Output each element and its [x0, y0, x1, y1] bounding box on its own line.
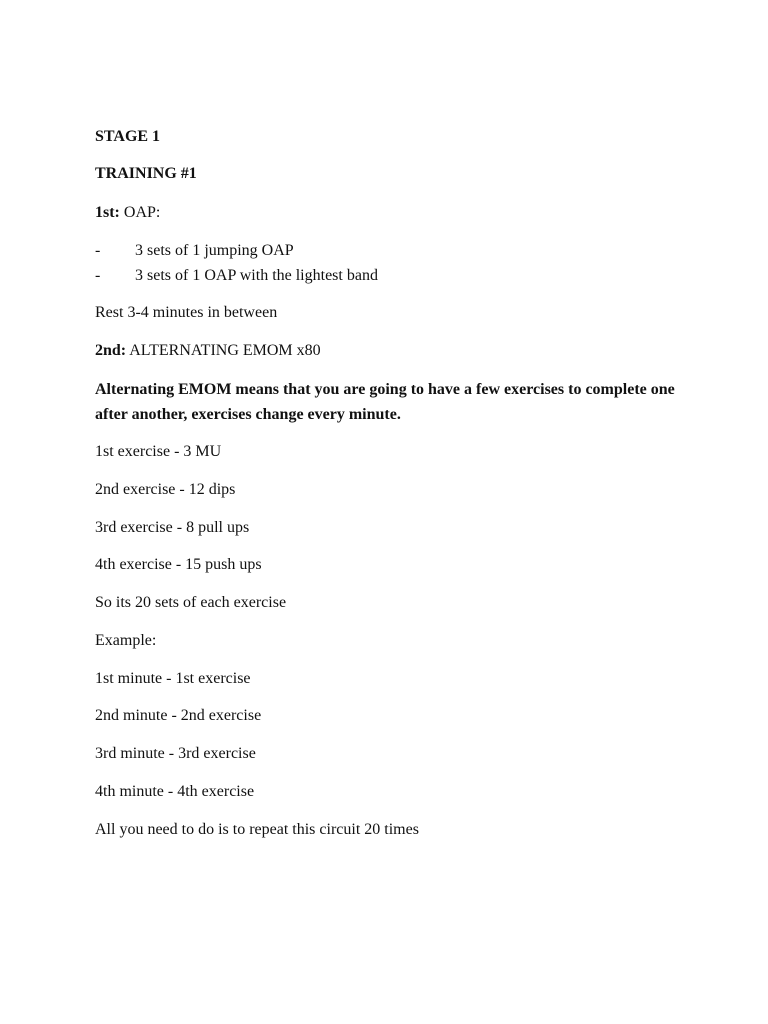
- emom-explanation: Alternating EMOM means that you are going to have a few exercises to complete one after another, exercises change every minute.: [95, 381, 675, 423]
- exercise-item: 2nd exercise - 12 dips: [95, 481, 236, 498]
- minute-item: 2nd minute - 2nd exercise: [95, 707, 262, 724]
- closing-note: All you need to do is to repeat this circuit 20 times: [95, 821, 419, 838]
- exercise-item: 1st exercise - 3 MU: [95, 443, 222, 460]
- first-item: [95, 201, 160, 225]
- second-text: ALTERNATING EMOM x80: [129, 342, 321, 359]
- first-text: OAP:: [123, 204, 161, 221]
- exercise-item: 4th exercise - 15 push ups: [95, 556, 262, 573]
- minute-item: 3rd minute - 3rd exercise: [95, 745, 256, 762]
- rest-note: Rest 3-4 minutes in between: [95, 304, 278, 321]
- sets-note: So its 20 sets of each exercise: [95, 594, 287, 611]
- bullet-text: 3 sets of 1 OAP with the lightest band: [135, 267, 378, 284]
- bullet-dash: -: [95, 242, 101, 259]
- second-label: 2nd:: [95, 342, 127, 359]
- example-label: Example:: [95, 632, 157, 649]
- stage-heading: STAGE 1: [95, 128, 161, 145]
- exercise-item: 3rd exercise - 8 pull ups: [95, 519, 250, 536]
- training-heading: TRAINING #1: [95, 165, 197, 182]
- minute-item: 4th minute - 4th exercise: [95, 783, 255, 800]
- bullet-dash: -: [95, 267, 101, 284]
- first-label: 1st:: [95, 204, 120, 221]
- bullet-text: 3 sets of 1 jumping OAP: [135, 242, 294, 259]
- second-item: [95, 339, 321, 363]
- minute-item: 1st minute - 1st exercise: [95, 670, 251, 687]
